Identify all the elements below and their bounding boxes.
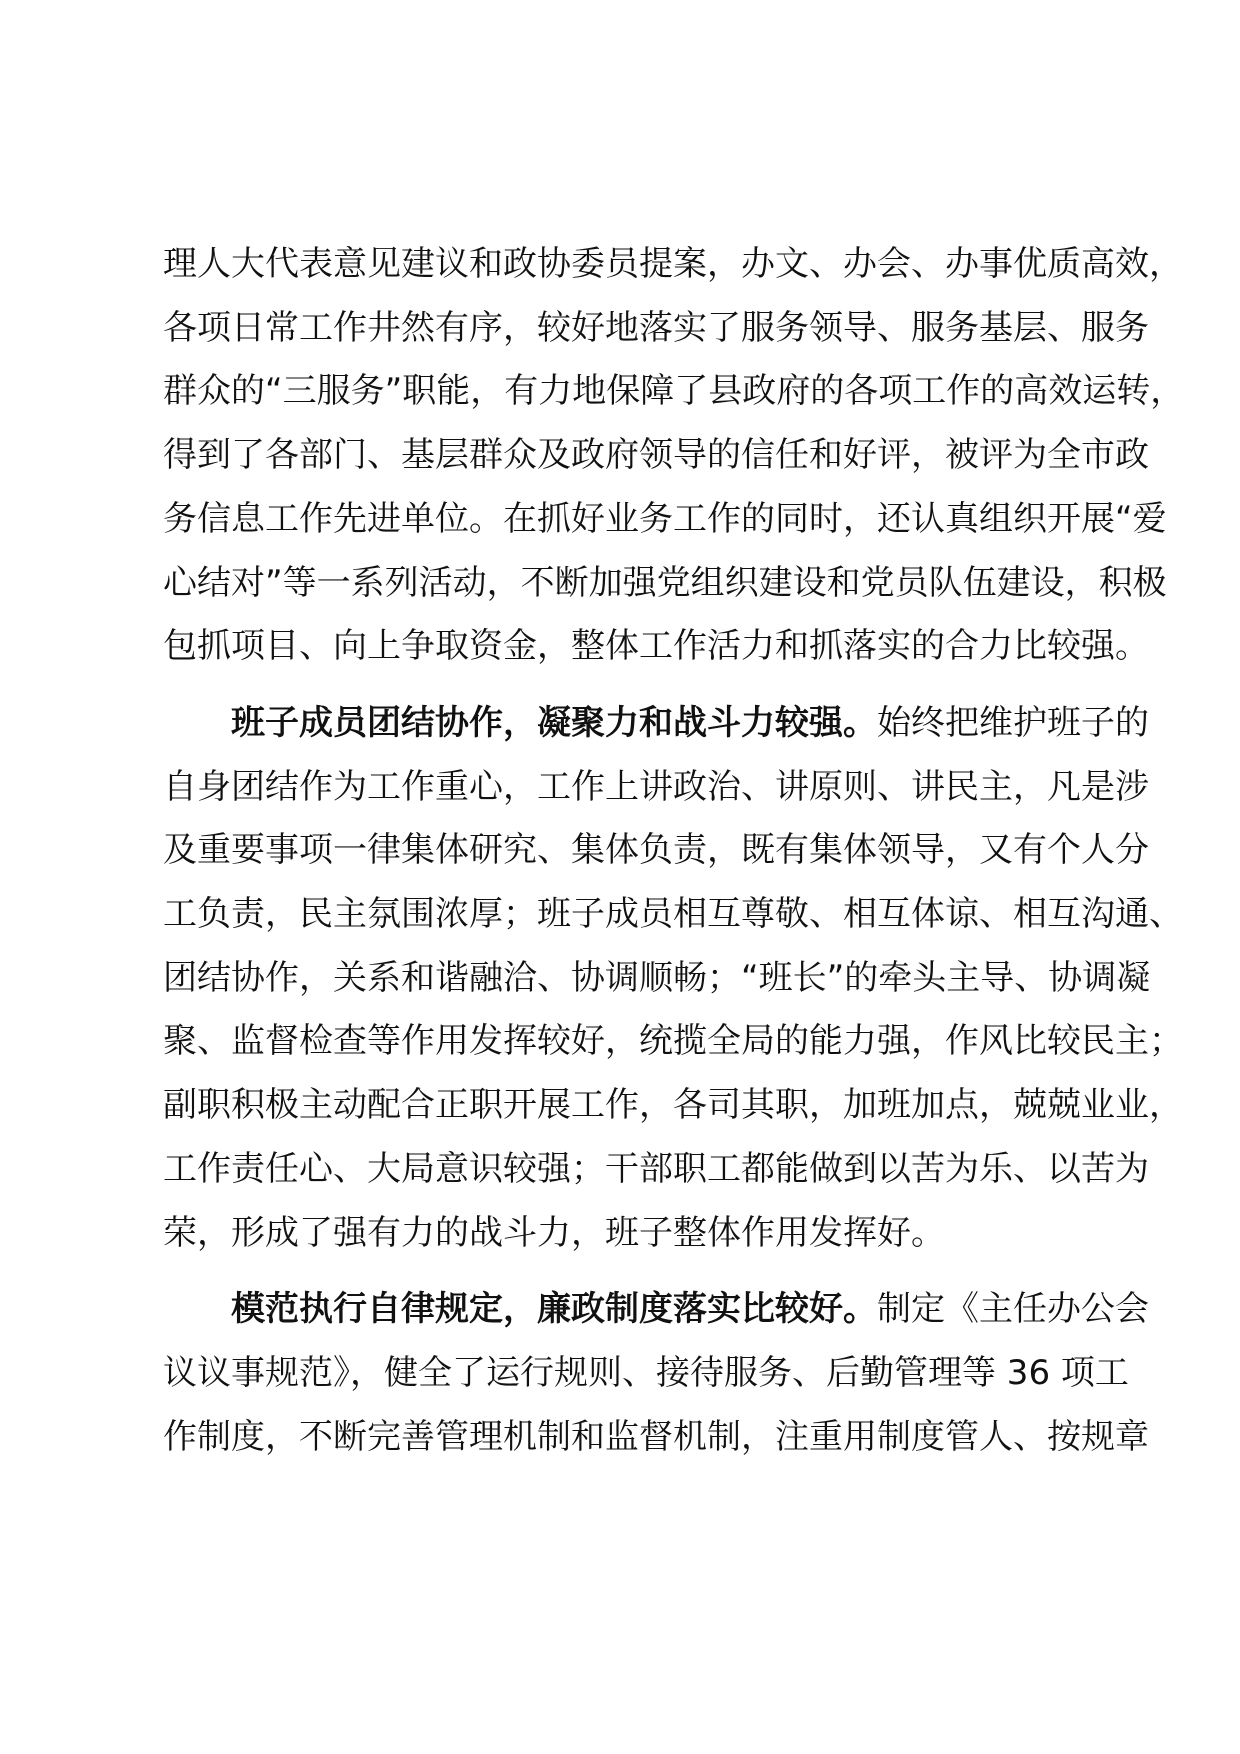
text-line: 荣，形成了强有力的战斗力，班子整体作用发挥好。	[163, 1212, 945, 1253]
text-line: 包抓项目、向上争取资金，整体工作活力和抓落实的合力比较强。	[163, 626, 1149, 667]
text-line: 自身团结作为工作重心，工作上讲政治、讲原则、讲民主，凡是涉	[163, 766, 1149, 807]
paragraph-lead-heading: 班子成员团结协作，凝聚力和战斗力较强。	[231, 702, 877, 743]
text-line: 副职积极主动配合正职开展工作，各司其职，加班加点，兢兢业业，	[163, 1085, 1183, 1126]
text-line: 聚、监督检查等作用发挥较好，统揽全局的能力强，作风比较民主；	[163, 1021, 1183, 1062]
text-line: 得到了各部门、基层群众及政府领导的信任和好评，被评为全市政	[163, 435, 1149, 476]
text-line: 群众的“三服务”职能，有力地保障了县政府的各项工作的高效运转，	[163, 371, 1185, 412]
paragraph-lead-rest: 始终把维护班子的	[877, 702, 1149, 743]
document-body	[163, 233, 1185, 1469]
paragraph-lead-heading: 模范执行自律规定，廉政制度落实比较好。	[231, 1289, 877, 1330]
text-line: 务信息工作先进单位。在抓好业务工作的同时，还认真组织开展“爱	[163, 498, 1167, 539]
text-line: 各项日常工作井然有序，较好地落实了服务领导、服务基层、服务	[163, 307, 1149, 348]
text-line: 及重要事项一律集体研究、集体负责，既有集体领导，又有个人分	[163, 830, 1149, 871]
text-line: 工负责，民主氛围浓厚；班子成员相互尊敬、相互体谅、相互沟通、	[163, 894, 1183, 935]
text-line: 议议事规范》，健全了运行规则、接待服务、后勤管理等 36 项工	[163, 1352, 1129, 1393]
text-line: 理人大代表意见建议和政协委员提案，办文、办会、办事优质高效，	[163, 244, 1183, 284]
paragraph-1	[163, 233, 1185, 679]
paragraph-lead-rest: 制定《主任办公会	[877, 1289, 1149, 1330]
paragraph-2	[163, 692, 1183, 1265]
text-line-first	[163, 1278, 1149, 1342]
text-line-first	[163, 692, 1149, 756]
text-line: 团结协作，关系和谐融洽、协调顺畅；“班长”的牵头主导、协调凝	[163, 957, 1151, 998]
text-line: 工作责任心、大局意识较强；干部职工都能做到以苦为乐、以苦为	[163, 1148, 1149, 1189]
paragraph-3	[163, 1278, 1149, 1469]
text-line: 作制度，不断完善管理机制和监督机制，注重用制度管人、按规章	[163, 1416, 1149, 1457]
text-line: 心结对”等一系列活动，不断加强党组织建设和党员队伍建设，积极	[163, 562, 1167, 603]
